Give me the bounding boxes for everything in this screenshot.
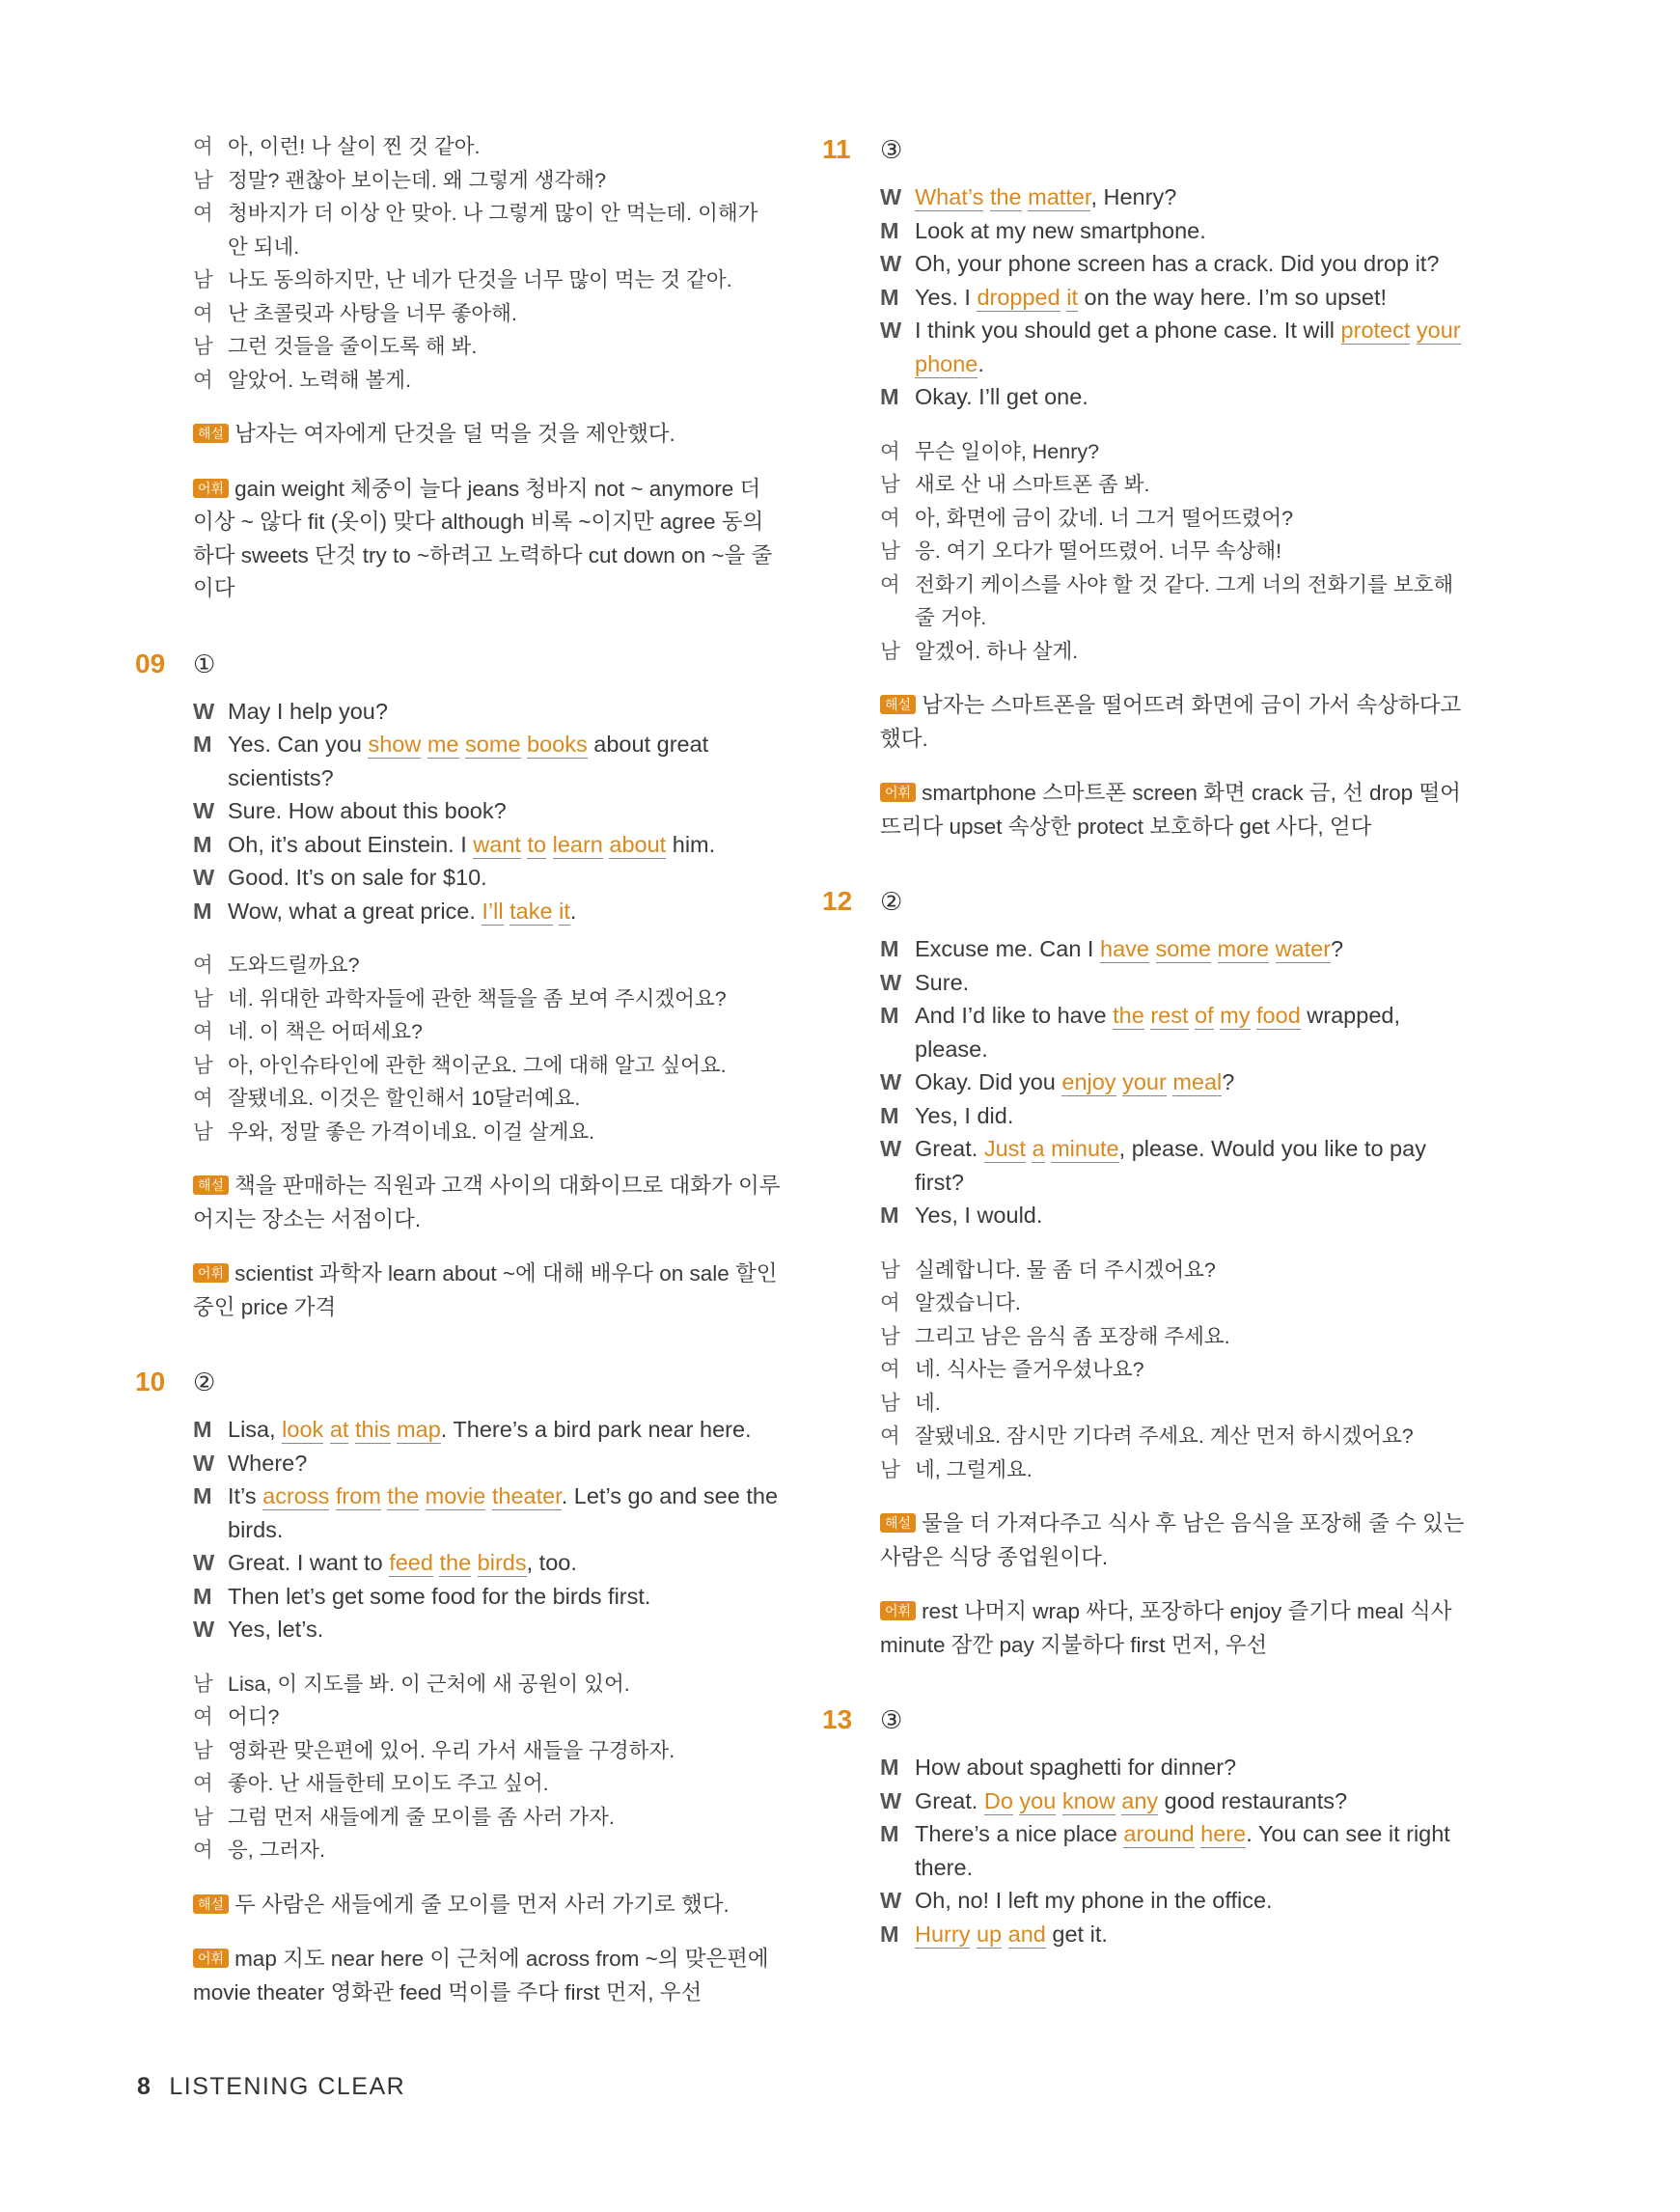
blank-answer: of <box>1195 1003 1214 1028</box>
vocabulary: 어휘 map 지도 near here 이 근처에 across from ~의 맞은편에 movie theater 영화관 feed 먹이를 주다 first 먼저, 우선 <box>193 1947 769 2005</box>
q10-dialogue <box>193 1413 782 1646</box>
blank-answer: more <box>1217 936 1270 961</box>
korean-line: 남 아, 아인슈타인에 관한 책이군요. 그에 대해 알고 싶어요. <box>193 1053 727 1077</box>
dialogue-line: M Hurry up and get it. <box>880 1921 1108 1947</box>
korean-line: 여 알겠습니다. <box>880 1291 1021 1314</box>
korean-line: 남 네, 그럴게요. <box>880 1457 1033 1481</box>
blank-answer: the <box>1113 1003 1144 1028</box>
blank-answer: take <box>510 898 553 924</box>
q08-korean-transcript <box>193 130 782 397</box>
korean-line: 여 아, 화면에 금이 갔네. 너 그거 떨어뜨렸어? <box>880 506 1294 530</box>
blank-answer: protect <box>1340 318 1411 343</box>
dialogue-line: M Yes. I dropped it on the way here. I’m so upset! <box>880 284 1388 310</box>
blank-answer: minute <box>1051 1136 1119 1161</box>
answer-choice: ③ <box>880 135 903 164</box>
dialogue-line: W Sure. <box>880 969 970 995</box>
question-number: 11 <box>822 134 851 164</box>
answer-choice: ③ <box>880 1705 903 1734</box>
blank-answer: me <box>427 732 459 757</box>
korean-line: 여 무슨 일이야, Henry? <box>880 439 1100 463</box>
explanation: 해설 물을 더 가져다주고 식사 후 남은 음식을 포장해 줄 수 있는 사람은 식당 종업원이다. <box>880 1511 1465 1569</box>
blank-answer: any <box>1121 1787 1159 1813</box>
q09-dialogue <box>193 695 782 928</box>
explain-tag: 해설 <box>193 1894 229 1914</box>
korean-line: 남 새로 산 내 스마트폰 좀 봐. <box>880 473 1150 496</box>
blank-answer: water <box>1275 936 1332 961</box>
question-number: 12 <box>822 886 853 916</box>
korean-line: 여 응, 그러자. <box>193 1839 325 1862</box>
korean-line: 남 우와, 정말 좋은 가격이네요. 이걸 살게요. <box>193 1120 595 1144</box>
dialogue-line: M Okay. I’ll get one. <box>880 384 1088 409</box>
question-number: 10 <box>135 1367 166 1396</box>
korean-line: 남 실례합니다. 물 좀 더 주시겠어요? <box>880 1258 1216 1282</box>
book-title: LISTENING CLEAR <box>169 2073 406 2100</box>
blank-answer: matter <box>1028 184 1091 209</box>
blank-answer: meal <box>1172 1069 1223 1094</box>
vocab-tag: 어휘 <box>880 1601 916 1620</box>
blank-answer: feed <box>389 1550 433 1575</box>
question-10-header <box>135 1363 782 1401</box>
vocabulary: 어휘 rest 나머지 wrap 싸다, 포장하다 enjoy 즐기다 meal 식사 minute 잠깐 pay 지불하다 first 먼저, 우선 <box>880 1599 1452 1657</box>
q12-dialogue <box>880 932 1478 1232</box>
korean-line: 여 잘됐네요. 잠시만 기다려 주세요. 계산 먼저 하시겠어요? <box>880 1424 1414 1448</box>
explanation: 해설 남자는 여자에게 단것을 덜 먹을 것을 제안했다. <box>193 418 782 452</box>
question-number: 13 <box>822 1704 853 1734</box>
blank-answer: around <box>1123 1821 1195 1846</box>
vocabulary: 어휘 smartphone 스마트폰 screen 화면 crack 금, 선 drop 떨어뜨리다 upset 속상한 protect 보호하다 get 사다, 얻다 <box>880 781 1461 839</box>
korean-line: 여 네. 이 책은 어떠세요? <box>193 1020 424 1043</box>
blank-answer: here <box>1200 1821 1247 1846</box>
dialogue-line: M Lisa, look at this map. There’s a bird park near here. <box>193 1417 752 1442</box>
blank-answer: up <box>976 1921 1003 1947</box>
blank-answer: What’s <box>915 184 984 209</box>
blank-answer: want <box>473 831 521 857</box>
explanation: 해설 두 사람은 새들에게 줄 모이를 먼저 사러 가기로 했다. <box>193 1889 782 1922</box>
blank-answer: rest <box>1150 1003 1189 1028</box>
blank-answer: the <box>387 1483 420 1508</box>
dialogue-line: M How about spaghetti for dinner? <box>880 1755 1237 1780</box>
korean-line: 남 그런 것들을 줄이도록 해 봐. <box>193 335 478 358</box>
left-column <box>135 130 782 2009</box>
vocabulary: 어휘 gain weight 체중이 늘다 jeans 청바지 not ~ anymore 더 이상 ~ 않다 fit (옷이) 맞다 although 비록 ~이지만 agree 동의하다 sweets 단것 try to ~하려고 노력하다 cut down on ~을 줄이다 <box>193 476 773 600</box>
korean-line: 남 알겠어. 하나 살게. <box>880 639 1079 663</box>
korean-line: 여 좋아. 난 새들한테 모이도 주고 싶어. <box>193 1772 549 1795</box>
q13-dialogue <box>880 1751 1478 1950</box>
blank-answer: food <box>1256 1003 1301 1028</box>
blank-answer: enjoy <box>1061 1069 1116 1094</box>
dialogue-line: W Oh, your phone screen has a crack. Did you drop it? <box>880 251 1440 276</box>
dialogue-line: M Yes, I did. <box>880 1102 1014 1128</box>
korean-line: 남 네. <box>880 1391 941 1415</box>
q10-korean-transcript <box>193 1668 782 1867</box>
vocab-tag: 어휘 <box>193 1949 229 1968</box>
blank-answer: birds <box>477 1550 527 1575</box>
dialogue-line: M Yes. Can you show me some books about great scientists? <box>193 732 709 790</box>
blank-answer: learn <box>552 831 603 857</box>
blank-answer: your <box>1416 318 1461 343</box>
dialogue-line: W Oh, no! I left my phone in the office. <box>880 1888 1273 1913</box>
blank-answer: from <box>335 1483 381 1508</box>
blank-answer: Just <box>983 1136 1026 1161</box>
dialogue-line: M Wow, what a great price. I’ll take it. <box>193 898 577 924</box>
dialogue-line: M And I’d like to have the rest of my food wrapped, please. <box>880 1003 1400 1062</box>
blank-answer: theater <box>491 1483 562 1508</box>
blank-answer: your <box>1122 1069 1167 1094</box>
korean-line: 여 어디? <box>193 1705 280 1728</box>
blank-answer: some <box>1155 936 1211 961</box>
answer-choice: ① <box>193 649 216 678</box>
blank-answer: across <box>262 1483 330 1508</box>
explanation: 해설 남자는 스마트폰을 떨어뜨려 화면에 금이 가서 속상하다고 했다. <box>880 693 1462 751</box>
blank-answer: the <box>989 184 1022 209</box>
blank-answer: movie <box>425 1483 486 1508</box>
dialogue-line: W Sure. How about this book? <box>193 798 507 823</box>
blank-answer: some <box>465 732 521 757</box>
blank-answer: a <box>1032 1136 1045 1161</box>
korean-line: 남 영화관 맞은편에 있어. 우리 가서 새들을 구경하자. <box>193 1738 675 1762</box>
vocab-tag: 어휘 <box>193 1263 229 1283</box>
question-09-header <box>135 645 782 683</box>
dialogue-line: W Good. It’s on sale for $10. <box>193 865 487 890</box>
blank-answer: the <box>439 1550 472 1575</box>
korean-line: 여 잘됐네요. 이것은 할인해서 10달러예요. <box>193 1087 581 1110</box>
q11-dialogue <box>880 180 1478 414</box>
page-number: 8 <box>137 2073 152 2100</box>
korean-line: 남 그리고 남은 음식 좀 포장해 주세요. <box>880 1324 1230 1348</box>
korean-line: 여 청바지가 더 이상 안 맞아. 나 그렇게 많이 안 먹는데. 이해가 안 되네. <box>193 202 758 259</box>
dialogue-line: M Yes, I would. <box>880 1203 1043 1228</box>
answer-choice: ② <box>880 887 903 916</box>
blank-answer: dropped <box>977 284 1060 310</box>
blank-answer: have <box>1100 936 1149 961</box>
korean-line: 여 난 초콜릿과 사탕을 너무 좋아해. <box>193 301 517 325</box>
korean-line: 남 정말? 괜찮아 보이는데. 왜 그렇게 생각해? <box>193 168 607 192</box>
dialogue-line: W Great. I want to feed the birds, too. <box>193 1550 577 1575</box>
page-footer <box>137 2073 405 2101</box>
blank-answer: books <box>527 732 588 757</box>
dialogue-line: W Okay. Did you enjoy your meal? <box>880 1069 1235 1094</box>
korean-line: 남 나도 동의하지만, 난 네가 단것을 너무 많이 먹는 것 같아. <box>193 268 732 291</box>
explain-tag: 해설 <box>193 424 229 443</box>
blank-answer: I’ll <box>482 898 504 924</box>
blank-answer: and <box>1007 1921 1046 1947</box>
dialogue-line: M Excuse me. Can I have some more water? <box>880 936 1344 961</box>
korean-line: 여 전화기 케이스를 사야 할 것 같다. 그게 너의 전화기를 보호해 줄 거야. <box>880 572 1454 629</box>
vocab-tag: 어휘 <box>193 479 229 498</box>
blank-answer: you <box>1019 1787 1057 1813</box>
korean-line: 남 Lisa, 이 지도를 봐. 이 근처에 새 공원이 있어. <box>193 1672 630 1696</box>
explain-tag: 해설 <box>880 1513 916 1533</box>
blank-answer: about <box>609 831 667 857</box>
q11-korean-transcript <box>880 435 1478 669</box>
question-number: 09 <box>135 648 166 678</box>
blank-answer: this <box>354 1417 391 1442</box>
dialogue-line: M There’s a nice place around here. You can see it right there. <box>880 1821 1450 1880</box>
vocab-tag: 어휘 <box>880 783 916 802</box>
dialogue-line: M Oh, it’s about Einstein. I want to learn about him. <box>193 831 716 857</box>
q09-korean-transcript <box>193 949 782 1148</box>
dialogue-line: M Look at my new smartphone. <box>880 217 1206 243</box>
blank-answer: look <box>282 1417 324 1442</box>
blank-answer: Hurry <box>915 1921 971 1947</box>
blank-answer: at <box>329 1417 349 1442</box>
korean-line: 여 도와드릴까요? <box>193 954 360 977</box>
blank-answer: it <box>1066 284 1078 310</box>
blank-answer: phone <box>915 350 978 376</box>
blank-answer: to <box>527 831 547 857</box>
korean-line: 남 그럼 먼저 새들에게 줄 모이를 좀 사러 가자. <box>193 1805 615 1829</box>
dialogue-line: W Yes, let’s. <box>193 1617 324 1642</box>
right-column <box>822 130 1478 1950</box>
blank-answer: map <box>397 1417 441 1442</box>
korean-line: 남 네. 위대한 과학자들에 관한 책들을 좀 보여 주시겠어요? <box>193 986 727 1010</box>
dialogue-line: W Great. Just a minute, please. Would you like to pay first? <box>880 1136 1426 1195</box>
dialogue-line: W May I help you? <box>193 698 388 724</box>
question-13-header <box>822 1700 1478 1739</box>
blank-answer: my <box>1220 1003 1251 1028</box>
blank-answer: it <box>559 898 570 924</box>
korean-line: 여 네. 식사는 즐거우셨나요? <box>880 1358 1144 1381</box>
korean-line: 여 아, 이런! 나 살이 찐 것 같아. <box>193 135 481 158</box>
question-11-header <box>822 130 1478 169</box>
dialogue-line: M It’s across from the movie theater. Let’s go and see the birds. <box>193 1483 779 1542</box>
dialogue-line: M Then let’s get some food for the birds first. <box>193 1583 651 1609</box>
blank-answer: know <box>1061 1787 1115 1813</box>
dialogue-line: W What’s the matter, Henry? <box>880 184 1177 209</box>
dialogue-line: W Where? <box>193 1450 308 1476</box>
blank-answer: Do <box>983 1787 1013 1813</box>
blank-answer: show <box>368 732 422 757</box>
answer-choice: ② <box>193 1368 216 1396</box>
dialogue-line: W Great. Do you know any good restaurants? <box>880 1787 1348 1813</box>
explanation: 해설 책을 판매하는 직원과 고객 사이의 대화이므로 대화가 이루어지는 장소는 서점이다. <box>193 1174 781 1231</box>
explain-tag: 해설 <box>193 1175 229 1195</box>
explain-tag: 해설 <box>880 695 916 714</box>
korean-line: 남 응. 여기 오다가 떨어뜨렸어. 너무 속상해! <box>880 539 1282 563</box>
vocabulary: 어휘 scientist 과학자 learn about ~에 대해 배우다 on sale 할인 중인 price 가격 <box>193 1261 778 1319</box>
q12-korean-transcript <box>880 1254 1478 1487</box>
dialogue-line: W I think you should get a phone case. It will protect your phone. <box>880 318 1461 376</box>
question-12-header <box>822 882 1478 921</box>
korean-line: 여 알았어. 노력해 볼게. <box>193 368 412 392</box>
